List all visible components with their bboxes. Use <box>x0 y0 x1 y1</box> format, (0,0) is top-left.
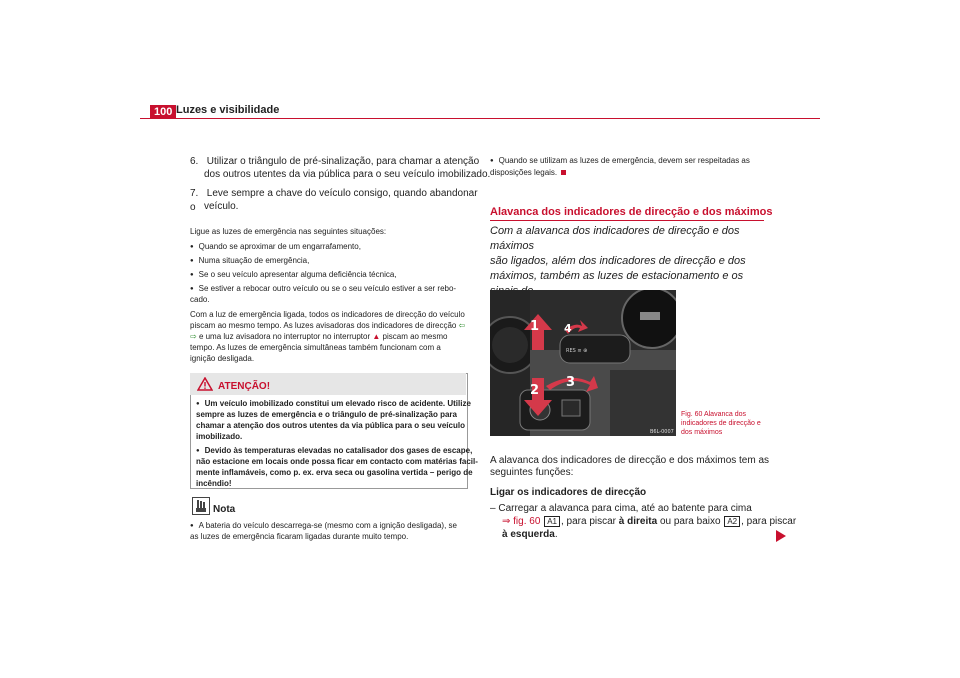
step-text: Leve sempre a chave do veículo consigo, quando abandonar o <box>190 188 478 213</box>
header-divider <box>140 118 820 119</box>
step-line: à esquerda. <box>502 529 558 540</box>
note-line: as luzes de emergência ficaram ligadas durante muito tempo. <box>190 532 409 541</box>
section-divider <box>490 220 764 221</box>
chapter-title: Luzes e visibilidade <box>176 104 280 116</box>
warning-line: imobilizado. <box>196 432 243 441</box>
step-7-cont: veículo. <box>204 201 239 212</box>
step-line: ⇒ fig. 60 A1 , para piscar à direita ou para baixo A2 , para piscar <box>502 516 797 527</box>
warning-line: não estacione em locais onde possa ficar em contacto com matérias facil- <box>196 457 478 466</box>
para-line: ⇨ e uma luz avisadora no interruptor no interruptor ▲ piscam ao mesmo <box>190 332 448 341</box>
a1-marker: A1 <box>544 516 560 527</box>
warning-line: chamar a atenção dos outros utentes da via pública para o seu veículo <box>196 421 465 430</box>
bullet-item: ● Quando se aproximar de um engarrafamento, <box>190 241 361 254</box>
warning-title: ATENÇÃO! <box>218 381 271 392</box>
step-number: 7. <box>190 188 199 199</box>
warning-line: ● Um veículo imobilizado constitui um elevado risco de acidente. Utilize <box>196 398 471 411</box>
para-line: Com a luz de emergência ligada, todos os indicadores de direcção do veículo <box>190 310 465 319</box>
warning-line: mente inflamáveis, como p. ex. erva seca ou gasolina vertida – perigo de <box>196 468 473 477</box>
step-6 <box>190 155 480 169</box>
figure-code: B6L-0007 <box>650 429 674 435</box>
body-line: seguintes funções: <box>490 467 574 478</box>
warning-line: sempre as luzes de emergência e o triângulo de pré-sinalização para <box>196 410 457 419</box>
para-line: piscam ao mesmo tempo. As luzes avisadoras dos indicadores de direcção ⇦ <box>190 321 466 330</box>
bullet-item: ● Se o seu veículo apresentar alguma deficiência técnica, <box>190 269 397 282</box>
body-line: A alavanca dos indicadores de direcção e dos máximos tem as <box>490 455 770 466</box>
figure-label-3: 3 <box>566 375 576 390</box>
hazard-triangle-icon: ▲ <box>372 332 381 341</box>
figure-link[interactable]: ⇒ fig. 60 <box>502 516 541 527</box>
note-hand-icon <box>192 497 210 515</box>
step-line: – Carregar a alavanca para cima, até ao batente para cima <box>490 503 752 514</box>
step-number: 6. <box>190 156 199 167</box>
subheading: Ligar os indicadores de direcção <box>490 487 647 498</box>
step-text: Utilizar o triângulo de pré-sinalização, para chamar a atenção <box>206 156 480 167</box>
next-page-arrow-icon[interactable] <box>776 530 786 542</box>
dashboard-illustration <box>490 290 676 436</box>
figure-label-1: 1 <box>530 319 540 334</box>
turn-right-arrow-icon: ⇨ <box>190 332 197 341</box>
figure-60 <box>490 290 676 436</box>
section-intro: Com a alavanca dos indicadores de direcção e dos máximos são ligados, além dos indicadores de direcção e dos máximos, também as luzes de estacionamento e os <box>490 225 746 282</box>
a2-marker: A2 <box>724 516 740 527</box>
lead-text: Ligue as luzes de emergência nas seguintes situações: <box>190 227 387 236</box>
warning-line: ● Devido às temperaturas elevadas no catalisador dos gases de escape, <box>196 445 472 458</box>
figure-caption: Fig. 60 Alavanca dos indicadores de direcção e dos máximos <box>681 411 761 436</box>
warning-line: incêndio! <box>196 479 232 488</box>
warning-triangle-icon <box>197 377 213 391</box>
turn-left-arrow-icon: ⇦ <box>458 321 466 330</box>
step-6-cont: dos outros utentes da via pública para o seu veículo imobilizado. <box>204 169 491 180</box>
svg-text:RES ≡ ⊕: RES ≡ ⊕ <box>566 348 588 354</box>
bullet-cont: disposições legais. <box>490 167 566 178</box>
figure-label-4: 4 <box>564 322 572 335</box>
bullet-item: ● Se estiver a rebocar outro veículo ou se o seu veículo estiver a ser rebo- <box>190 283 456 296</box>
figure-label-2: 2 <box>530 383 540 398</box>
note-line: ● A bateria do veículo descarrega-se (mesmo com a ignição desligada), se <box>190 520 457 533</box>
end-square-icon <box>561 170 566 175</box>
note-title: Nota <box>213 504 236 515</box>
bullet-item: ● Quando se utilizam as luzes de emergência, devem ser respeitadas as <box>490 155 750 168</box>
para-line: tempo. As luzes de emergência simultâneas também funcionam com a <box>190 343 441 352</box>
bullet-item: ● Numa situação de emergência, <box>190 255 309 268</box>
page-number: 100 <box>150 105 176 119</box>
section-title: Alavanca dos indicadores de direcção e dos máximos <box>490 206 773 218</box>
bullet-cont: cado. <box>190 295 210 304</box>
para-line: ignição desligada. <box>190 354 255 363</box>
